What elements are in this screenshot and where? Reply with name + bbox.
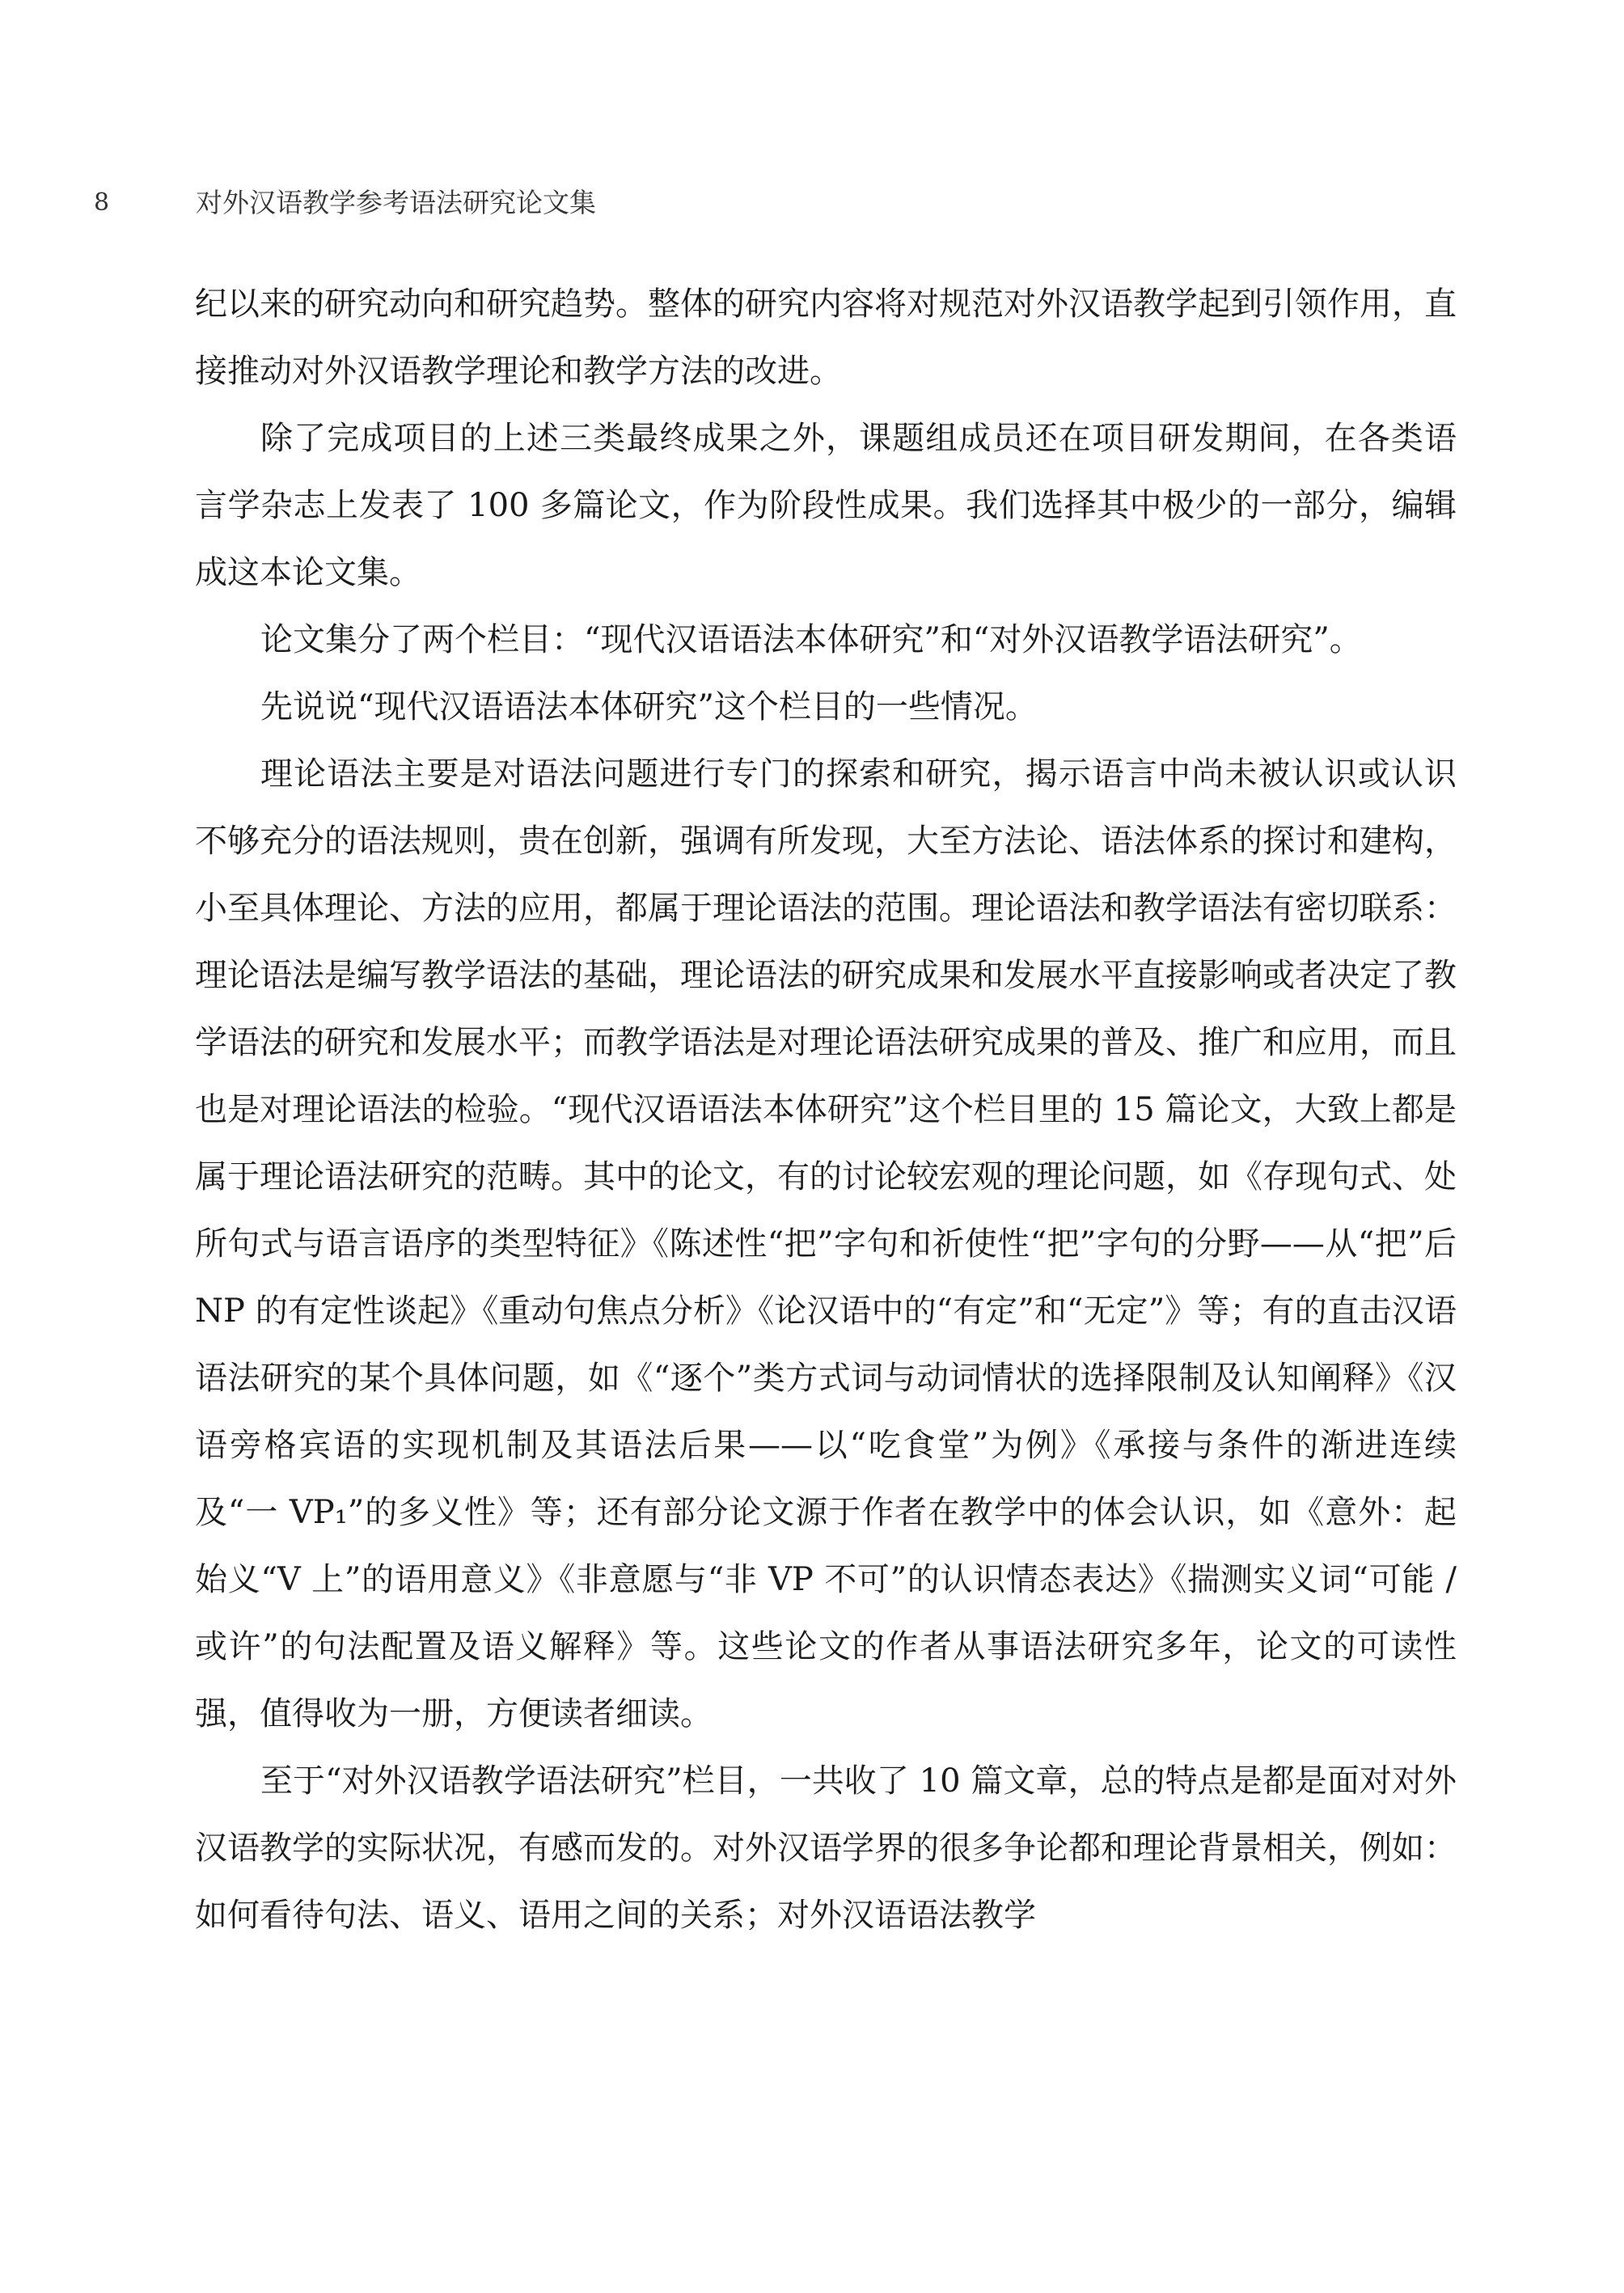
running-title: 对外汉语教学参考语法研究论文集 xyxy=(196,187,596,218)
paragraph-section-intro: 先说说“现代汉语语法本体研究”这个栏目的一些情况。 xyxy=(260,688,1038,726)
paragraph-sections: 论文集分了两个栏目：“现代汉语语法本体研究”和“对外汉语教学语法研究”。 xyxy=(260,621,1362,658)
paragraph-teaching-grammar: 至于“对外汉语教学语法研究”栏目，一共收了 10 篇文章，总的特点是都是面对对外汉语教学的实际状况，有感而发的。对外汉语学界的很多争论都和理论背景相关，例如：如何看待句法、语义、语用之间的关系；对外汉语语法教学 xyxy=(195,1762,1457,1934)
body-text xyxy=(195,271,1457,1949)
paragraph-continuation: 纪以来的研究动向和研究趋势。整体的研究内容将对规范对外汉语教学起到引领作用，直接推动对外汉语教学理论和教学方法的改进。 xyxy=(195,286,1457,390)
page-header xyxy=(94,183,1469,223)
paragraph-theoretical-grammar: 理论语法主要是对语法问题进行专门的探索和研究，揭示语言中尚未被认识或认识不够充分的语法规则，贵在创新，强调有所发现，大至方法论、语法体系的探讨和建构，小至具体理论、方法的应用，都属于理论语法的范围。理论语法和教学语法有密切联系：理论语法是编写教学语法的基础，理论语法的研究成果和发展水平直接影响或者决定了教学语法的研究和发展水平；而教学语法是对理论语法研究成果的普及、推广和应用，而且也是对理论语法的检验。“现代汉语语法本体研究”这个栏目里的 15 篇论文，大致上都是属于理论语法研究的范畴。其中的论文，有的讨论较宏观的理论问题，如《存现句式、处所句式与语言语序的类型特征》《陈述性“把”字句和祈使性“把”字句的分野——从“把”后 NP 的有定性谈起》《重动句焦点分析》《论汉语中的“有定”和“无定”》等；有的直击汉语语法研究的某个具体问题，如《“逐个”类方式词与动词情状的选择限制及认知阐释》《汉语旁格宾语的实现机制及其语法后果——以“吃食堂”为例》《承接与条件的渐进连续及“一 VP₁”的多义性》等；还有部分论文源于作者在教学中的体会认识，如《意外：起始义“V 上”的语用意义》《非意愿与“非 VP 不可”的认识情态表达》《揣测实义词“可能 / 或许”的句法配置及语义解释》等。这些论文的作者从事语法研究多年，论文的可读性强，值得收为一册，方便读者细读。 xyxy=(195,755,1457,1732)
paragraph-project-outcomes: 除了完成项目的上述三类最终成果之外，课题组成员还在项目研发期间，在各类语言学杂志上发表了 100 多篇论文，作为阶段性成果。我们选择其中极少的一部分，编辑成这本论文集。 xyxy=(195,420,1457,591)
page-number: 8 xyxy=(94,188,110,217)
